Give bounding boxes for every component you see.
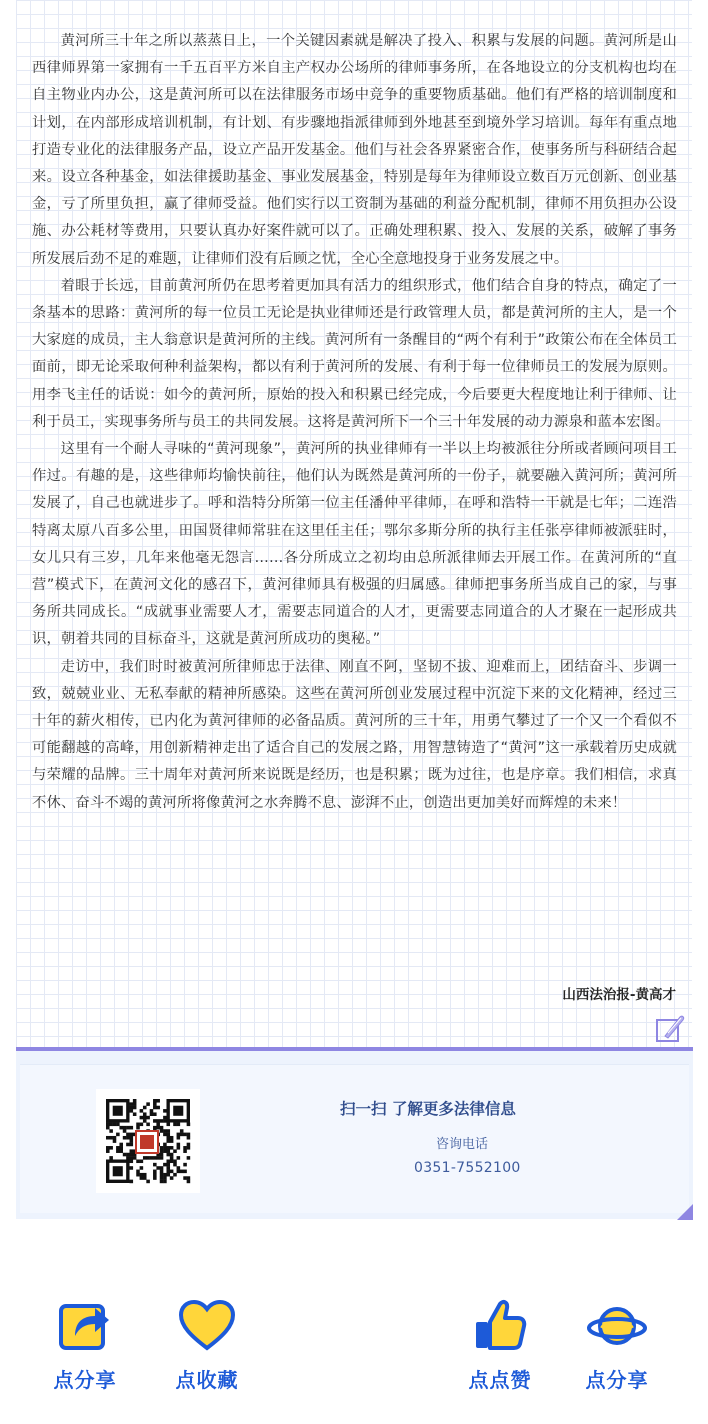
- share-action-2[interactable]: [572, 1296, 662, 1393]
- share-label-2: 点分享: [585, 1368, 649, 1392]
- paragraph: 黄河所三十年之所以蒸蒸日上，一个关键因素就是解决了投入、积累与发展的问题。黄河所是山西律师界第一家拥有一千五百平方米自主产权办公场所的律师事务所，在各地设立的分支机构也均在自主物业内办公，这是黄河所可以在法律服务市场中竞争的重要物质基础。他们有严格的培训制度和计划，在内部形成培训机制，有计划、有步骤地指派律师到外地甚至到境外学习培训。每年有重点地打造专业化的法律服务产品，设立产品开发基金。他们与社会各界紧密合作，使事务所与科研结合起来。设立各种基金，如法律援助基金、事业发展基金，特别是每年为律师设立数百万元创新、创业基金，亏了所里负担，赢了律师受益。他们实行以工资制为基础的利益分配机制，律师不用负担办公设施、办公耗材等费用，只要认真办好案件就可以了。正确处理积累、投入、发展的关系，破解了事务所发展后劲不足的难题，让律师们没有后顾之忧，全心全意地投身于业务发展之中。: [32, 33, 677, 267]
- paragraph: 这里有一个耐人寻味的“黄河现象”，黄河所的执业律师有一半以上均被派往分所或者顾问项目工作过。有趣的是，这些律师均愉快前往，他们认为既然是黄河所的一份子，就要融入黄河所；黄河所发展了，自己也就进步了。呼和浩特分所第一位主任潘仲平律师，在呼和浩特一干就是七年；二连浩特离太原八百多公里，田国贤律师常驻在这里任主任；鄂尔多斯分所的执行主任张亭律师被派驻时，女儿只有三岁，几年来他毫无怨言……各分所成立之初均由总所派律师去开展工作。在黄河所的“直营”模式下，在黄河文化的感召下，黄河律师具有极强的归属感。律师把事务所当成自己的家，与事务所共同成长。“成就事业需要人才，需要志同道合的人才，更需要志同道合的人才聚在一起形成共识，朝着共同的目标奋斗，这就是黄河所成功的奥秘。”: [32, 441, 677, 648]
- pen-icon: [656, 1012, 686, 1042]
- share-label: 点分享: [53, 1368, 117, 1392]
- article-body: [16, 0, 692, 1047]
- share-action[interactable]: [40, 1296, 130, 1393]
- article-text: [32, 28, 677, 817]
- share-icon: [55, 1296, 115, 1356]
- phone-number[interactable]: 0351-7552100: [414, 1160, 521, 1176]
- paragraph: 着眼于长远，目前黄河所仍在思考着更加具有活力的组织形式，他们结合自身的特点，确定了一条基本的思路：黄河所的每一位员工无论是执业律师还是行政管理人员，都是黄河所的主人，是一个大家庭的成员，主人翁意识是黄河所的主线。黄河所有一条醒目的“两个有利于”政策公布在全体员工面前，即无论采取何种利益架构，都以有利于黄河所的发展、有利于每一位律师员工的发展为原则。用李飞主任的话说：如今的黄河所，原始的投入和积累已经完成，今后要更大程度地让利于律师、让利于员工，实现事务所与员工的共同发展。这将是黄河所下一个三十年发展的动力源泉和蓝本宏图。: [32, 277, 677, 430]
- qr-code[interactable]: [96, 1089, 200, 1193]
- like-label: 点点赞: [468, 1368, 532, 1392]
- contact-card: [16, 1051, 693, 1219]
- corner-decoration: [677, 1204, 693, 1220]
- paragraph: 走访中，我们时时被黄河所律师忠于法律、刚直不阿，坚韧不拔、迎难而上，团结奋斗、步调一致，兢兢业业、无私奉献的精神所感染。这些在黄河所创业发展过程中沉淀下来的文化精神，经过三十年的薪火相传，已内化为黄河律师的必备品质。黄河所的三十年，用勇气攀过了一个又一个看似不可能翻越的高峰，用创新精神走出了适合自己的发展之路，用智慧铸造了“黄河”这一承载着历史成就与荣耀的品牌。三十周年对黄河所来说既是经历，也是积累；既为过往，也是序章。我们相信，求真不休、奋斗不竭的黄河所将像黄河之水奔腾不息、澎湃不止，创造出更加美好而辉煌的未来！: [32, 658, 677, 811]
- like-action[interactable]: [455, 1296, 545, 1393]
- favorite-action[interactable]: [162, 1296, 252, 1393]
- heart-icon: [177, 1296, 237, 1356]
- phone-label: 咨询电话: [436, 1137, 489, 1152]
- scan-title: 扫一扫 了解更多法律信息: [340, 1100, 516, 1118]
- author-signature: 山西法治报-黄高才: [562, 987, 676, 1003]
- thumbs-up-icon: [470, 1296, 530, 1356]
- favorite-label: 点收藏: [175, 1368, 239, 1392]
- planet-icon: [587, 1296, 647, 1356]
